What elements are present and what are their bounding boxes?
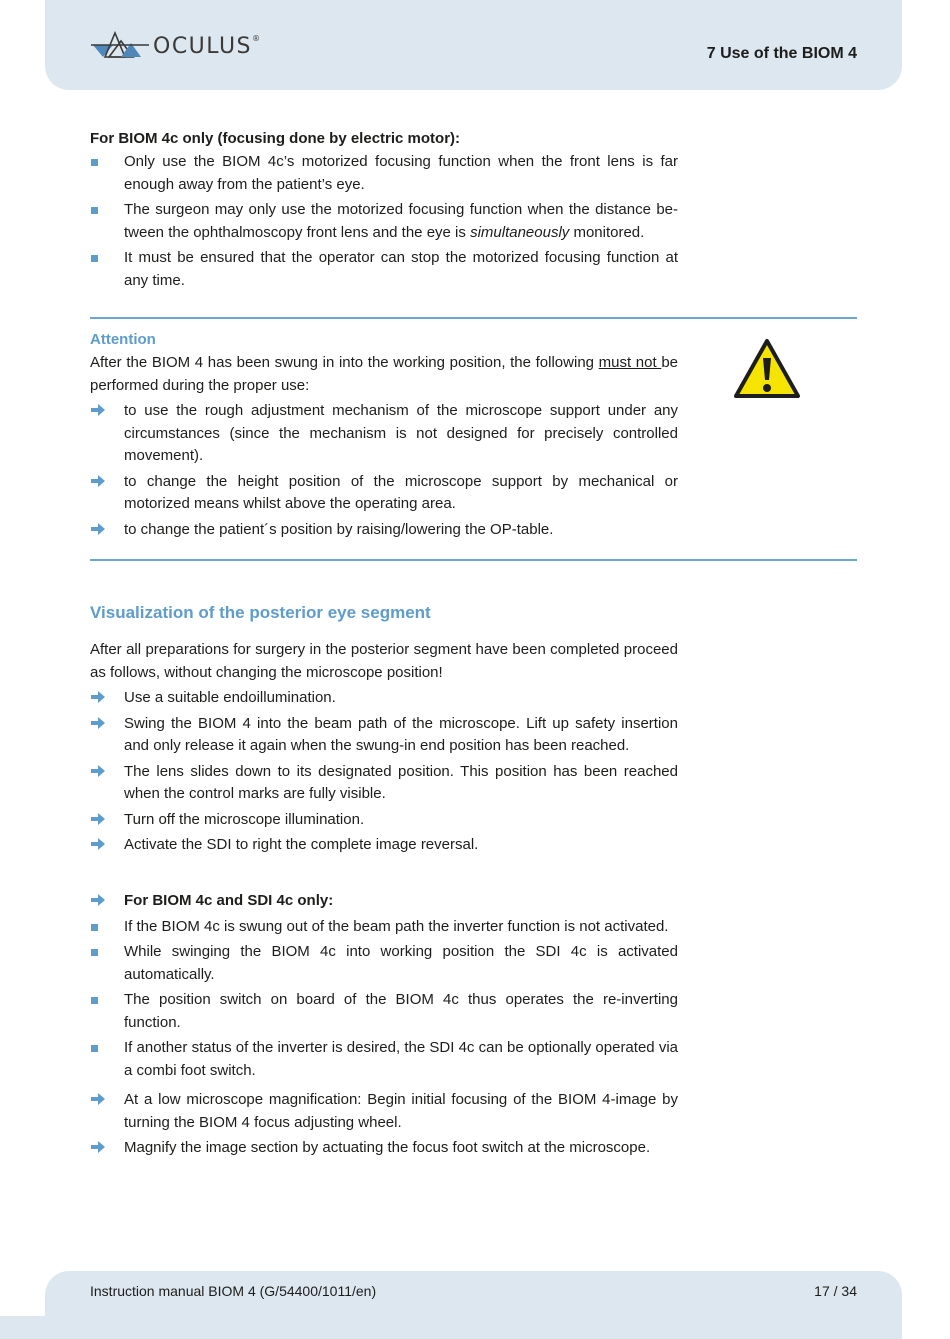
page-footer — [45, 1271, 902, 1339]
manual-reference: Instruction manual BIOM 4 (G/54400/1011/en) — [90, 1283, 377, 1299]
focusing-steps — [90, 1089, 678, 1163]
list-item: to change the patient´s position by raising/lowering the OP-table. — [90, 519, 678, 542]
arrow-list — [90, 687, 678, 857]
list-item: Turn off the microscope illumination. — [90, 809, 678, 832]
square-bullet-icon — [91, 997, 98, 1004]
posterior-segment-section — [90, 603, 678, 860]
oculus-logo — [91, 26, 262, 66]
section-title: Visualization of the posterior eye segment — [90, 603, 431, 622]
list-item: The position switch on board of the BIOM 4c thus operates the re-inverting function. — [90, 989, 678, 1034]
attention-title: Attention — [90, 331, 156, 348]
arrow-right-icon — [90, 716, 106, 730]
section-heading: For BIOM 4c only (focusing done by electric motor): — [90, 130, 461, 147]
arrow-list — [90, 400, 678, 541]
square-bullet-icon — [91, 1045, 98, 1052]
arrow-right-icon — [90, 1092, 106, 1106]
warning-triangle-icon — [733, 338, 801, 405]
bullet-list — [90, 916, 678, 1083]
square-bullet-icon — [91, 255, 98, 262]
chapter-title: 7 Use of the BIOM 4 — [706, 45, 857, 62]
attention-box — [90, 331, 678, 544]
oculus-logo-icon — [91, 27, 149, 65]
arrow-list — [90, 890, 678, 913]
list-item: If another status of the inverter is desired, the SDI 4c can be optionally operated via a combi foot switch. — [90, 1037, 678, 1082]
list-item: Magnify the image section by actuating the focus foot switch at the microscope. — [90, 1137, 678, 1160]
arrow-right-icon — [90, 893, 106, 907]
arrow-right-icon — [90, 812, 106, 826]
arrow-right-icon — [90, 1140, 106, 1154]
footer-corner — [0, 1316, 45, 1339]
list-item: to change the height position of the microscope support by mechanical or motorized means whilst above the operating area. — [90, 471, 678, 516]
arrow-list — [90, 1089, 678, 1160]
list-item: Swing the BIOM 4 into the beam path of the microscope. Lift up safety insertion and only release it again when the swung-in end position has been reached. — [90, 713, 678, 758]
arrow-right-icon — [90, 403, 106, 417]
biom4c-sdi4c-section — [90, 890, 678, 1085]
sub-heading: For BIOM 4c and SDI 4c only: — [124, 892, 334, 909]
attention-intro: After the BIOM 4 has been swung in into the working position, the following must not be performed during the proper use: — [90, 354, 678, 394]
arrow-right-icon — [90, 690, 106, 704]
arrow-right-icon — [90, 764, 106, 778]
section-intro: After all preparations for surgery in the posterior segment have been completed proceed as follows, without changing the microscope position! — [90, 641, 678, 681]
square-bullet-icon — [91, 159, 98, 166]
list-item: It must be ensured that the operator can stop the motorized focusing function at any time. — [90, 247, 678, 292]
list-item: Use a suitable endoillumination. — [90, 687, 678, 710]
list-item: At a low microscope magnification: Begin initial focusing of the BIOM 4-image by turning the BIOM 4 focus adjusting wheel. — [90, 1089, 678, 1134]
square-bullet-icon — [91, 207, 98, 214]
page-number: 17 / 34 — [814, 1283, 857, 1299]
list-item: The surgeon may only use the motorized focusing function when the distance be-tween the ophthalmoscopy front lens and the eye is simultaneously monitored. — [90, 199, 678, 244]
divider — [90, 317, 857, 319]
list-item: If the BIOM 4c is swung out of the beam path the inverter function is not activated. — [90, 916, 678, 939]
arrow-right-icon — [90, 522, 106, 536]
list-item: The lens slides down to its designated position. This position has been reached when the control marks are fully visible. — [90, 761, 678, 806]
list-item: Activate the SDI to right the complete image reversal. — [90, 834, 678, 857]
oculus-wordmark: OCULUS® — [153, 33, 262, 59]
biom4c-motor-section — [90, 130, 678, 295]
square-bullet-icon — [91, 949, 98, 956]
list-item — [90, 890, 678, 913]
list-item: While swinging the BIOM 4c into working position the SDI 4c is activated automatically. — [90, 941, 678, 986]
arrow-right-icon — [90, 474, 106, 488]
divider — [90, 559, 857, 561]
arrow-right-icon — [90, 837, 106, 851]
square-bullet-icon — [91, 924, 98, 931]
bullet-list — [90, 151, 678, 292]
list-item: to use the rough adjustment mechanism of the microscope support under any circumstances (since the mechanism is not designed for precisely controlled movement). — [90, 400, 678, 468]
list-item: Only use the BIOM 4c’s motorized focusing function when the front lens is far enough away from the patient’s eye. — [90, 151, 678, 196]
page-header — [45, 0, 902, 90]
